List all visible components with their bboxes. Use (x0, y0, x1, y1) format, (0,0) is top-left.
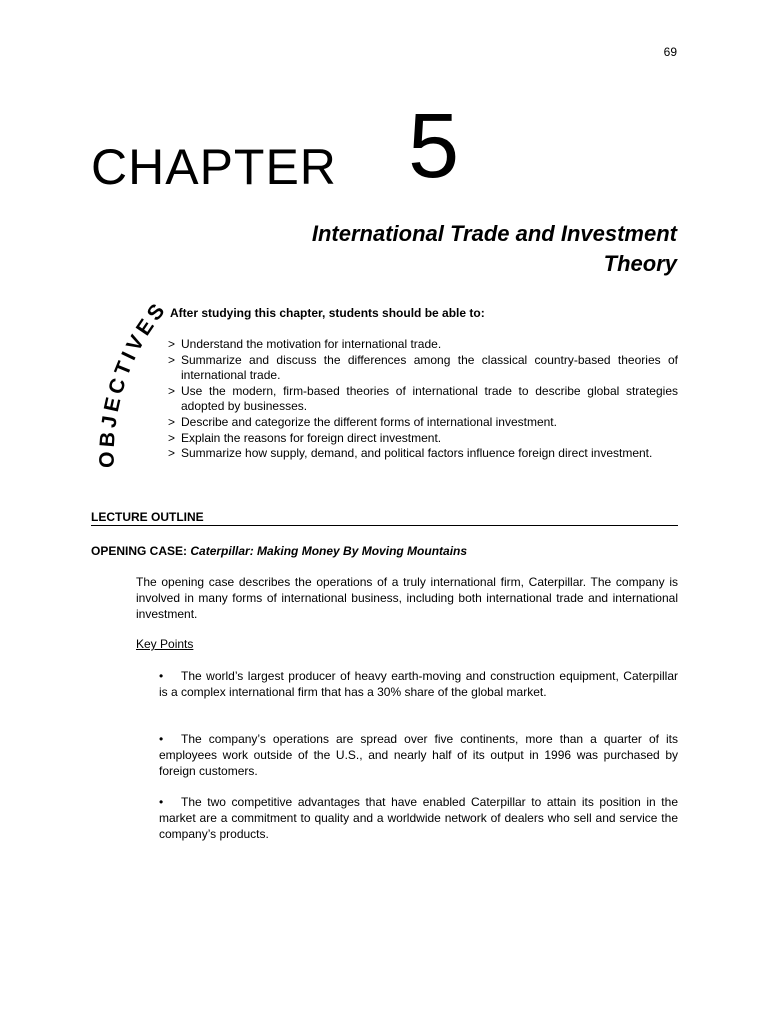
bullet-icon: • (159, 795, 164, 809)
lecture-outline-heading: LECTURE OUTLINE (91, 510, 678, 526)
opening-case-label: OPENING CASE: (91, 544, 188, 558)
objective-marker: > (168, 430, 176, 445)
objective-text: Summarize and discuss the differences among the classical country-based theories of international trade. (181, 352, 678, 383)
key-point-text: The company’s operations are spread over five continents, more than a quarter of its employees work outside of the U.S., and nearly half of its output in 1996 was purchased by foreign customers. (159, 732, 678, 778)
key-point-item (159, 732, 678, 779)
objective-item (168, 431, 678, 447)
objective-marker: > (168, 383, 176, 398)
opening-case-heading (91, 544, 467, 558)
objective-item (168, 337, 678, 353)
objective-text: Use the modern, firm-based theories of international trade to describe global strategies adopted by businesses. (181, 383, 678, 414)
objective-text: Explain the reasons for foreign direct investment. (181, 430, 442, 445)
svg-text:OBJECTIVES (96, 297, 172, 468)
objective-marker: > (168, 337, 176, 351)
chapter-number: 5 (408, 95, 460, 197)
objective-item (168, 353, 678, 384)
key-point-text: The two competitive advantages that have enabled Caterpillar to attain its position in the market are a commitment to quality and a worldwide network of dealers who sell and service the company’s products. (159, 795, 678, 841)
objective-item (168, 384, 678, 415)
objective-marker: > (168, 352, 176, 367)
objective-item (168, 415, 678, 431)
opening-case-description: The opening case describes the operations of a truly international firm, Caterpillar. The company is involved in many forms of international business, including both international trade and international investment. (136, 575, 678, 621)
key-point-item (159, 795, 678, 842)
objective-text: Understand the motivation for international trade. (181, 337, 442, 351)
objectives-list (168, 337, 678, 462)
bullet-icon: • (159, 732, 164, 746)
key-point-item (159, 669, 678, 701)
chapter-title: International Trade and Investment Theory (311, 221, 677, 276)
key-points-label: Key Points (136, 637, 194, 651)
objective-text: Describe and categorize the different forms of international investment. (181, 414, 557, 429)
key-point-text: The world’s largest producer of heavy earth-moving and construction equipment, Caterpillar is a complex international firm that has a 30% share of the global market. (159, 669, 678, 699)
objective-item (168, 446, 678, 462)
opening-case-title: Caterpillar: Making Money By Moving Mountains (190, 544, 468, 558)
page-number: 69 (663, 45, 677, 59)
objectives-label: OBJECTIVES (96, 296, 172, 468)
objectives-intro: After studying this chapter, students should be able to: (170, 306, 485, 320)
objective-marker: > (168, 446, 176, 461)
chapter-word: CHAPTER (91, 139, 337, 195)
objective-text: Summarize how supply, demand, and political factors influence foreign direct investment. (181, 446, 653, 461)
bullet-icon: • (159, 669, 164, 683)
objective-marker: > (168, 414, 176, 429)
